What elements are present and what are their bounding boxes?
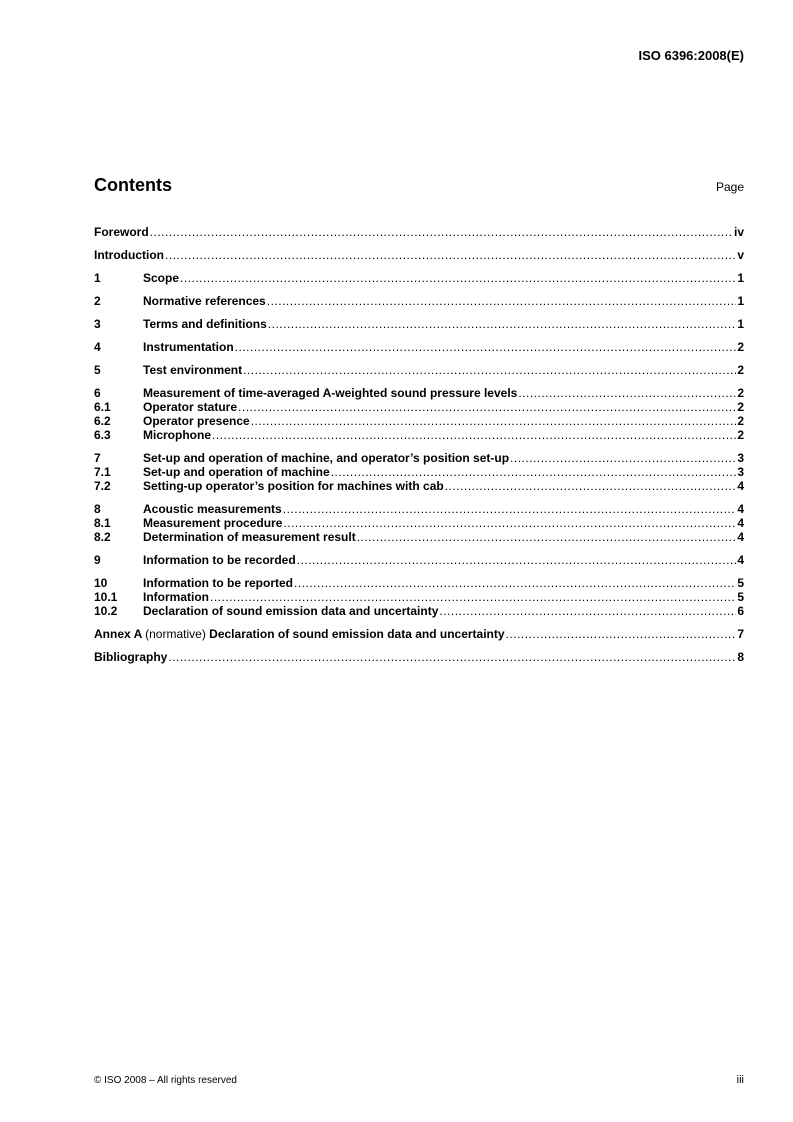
toc-entry-number: 8.1 xyxy=(94,516,111,530)
toc-entry-title-text: Setting-up operator’s position for machines with cab xyxy=(143,479,444,493)
toc-entry[interactable] xyxy=(94,414,744,428)
toc-entry-page: 4 xyxy=(737,516,744,530)
toc-entry-number: 6.2 xyxy=(94,414,111,428)
toc-entry-page: 4 xyxy=(737,553,744,567)
toc-dot-leader xyxy=(439,604,736,618)
toc-entry-page: 1 xyxy=(737,271,744,285)
toc-entry-page: 3 xyxy=(737,465,744,479)
toc-entry-number: 6 xyxy=(94,386,101,400)
toc-dot-leader xyxy=(297,553,737,567)
toc-dot-leader xyxy=(267,294,737,308)
toc-group xyxy=(94,363,744,377)
toc-entry-number: 8 xyxy=(94,502,101,516)
document-id: ISO 6396:2008(E) xyxy=(638,48,744,63)
toc-entry[interactable] xyxy=(94,451,744,465)
toc-entry-title xyxy=(143,386,517,400)
toc-entry-title-text: Set-up and operation of machine, and operator’s position set-up xyxy=(143,451,510,465)
toc-entry-title-text: Introduction xyxy=(94,248,164,262)
toc-group xyxy=(94,451,744,493)
toc-entry-page: 5 xyxy=(737,590,744,604)
toc-entry-title-text: Declaration of sound emission data and uncertainty xyxy=(143,604,439,618)
toc-entry-title xyxy=(143,414,250,428)
toc-dot-leader xyxy=(251,414,737,428)
toc-entry[interactable] xyxy=(94,576,744,590)
toc-entry-title-text: Information to be reported xyxy=(143,576,293,590)
toc-group xyxy=(94,576,744,618)
toc-entry-number: 6.1 xyxy=(94,400,111,414)
toc-entry[interactable] xyxy=(94,465,744,479)
toc-entry-title xyxy=(143,479,444,493)
toc-entry-title xyxy=(143,516,282,530)
toc-group xyxy=(94,294,744,308)
toc-entry-title xyxy=(94,627,505,641)
toc-dot-leader xyxy=(180,271,736,285)
toc-entry[interactable] xyxy=(94,530,744,544)
table-of-contents xyxy=(94,225,744,673)
toc-entry[interactable] xyxy=(94,604,744,618)
toc-entry-title-text: Bibliography xyxy=(94,650,168,664)
toc-entry-page: 2 xyxy=(737,386,744,400)
toc-entry-page: 8 xyxy=(737,650,744,664)
toc-entry-title-text: Set-up and operation of machine xyxy=(143,465,330,479)
toc-entry-title-text: Measurement of time-averaged A-weighted sound pressure levels xyxy=(143,386,518,400)
toc-entry-title xyxy=(94,650,167,664)
footer-copyright: © ISO 2008 – All rights reserved xyxy=(94,1075,237,1086)
toc-entry-number: 7.1 xyxy=(94,465,111,479)
toc-dot-leader xyxy=(331,465,737,479)
toc-group xyxy=(94,271,744,285)
toc-entry-page: 2 xyxy=(737,363,744,377)
toc-entry-title xyxy=(94,248,164,262)
toc-dot-leader xyxy=(283,502,737,516)
toc-entry-page: 2 xyxy=(737,340,744,354)
toc-entry-number: 6.3 xyxy=(94,428,111,442)
toc-dot-leader xyxy=(294,576,736,590)
toc-entry-title-text: Information to be recorded xyxy=(143,553,296,567)
toc-entry[interactable] xyxy=(94,400,744,414)
toc-entry-title-text: Operator presence xyxy=(143,414,250,428)
toc-entry-title xyxy=(143,465,330,479)
toc-entry-title xyxy=(143,451,509,465)
toc-dot-leader xyxy=(212,428,736,442)
toc-entry[interactable] xyxy=(94,317,744,331)
toc-entry-page: 2 xyxy=(737,414,744,428)
toc-dot-leader xyxy=(150,225,733,239)
toc-entry[interactable] xyxy=(94,502,744,516)
toc-entry[interactable] xyxy=(94,590,744,604)
toc-group xyxy=(94,317,744,331)
page-column-label: Page xyxy=(715,180,744,194)
toc-entry-title-text: Annex A xyxy=(94,627,142,641)
toc-entry-number: 8.2 xyxy=(94,530,111,544)
toc-entry-number: 2 xyxy=(94,294,101,308)
toc-dot-leader xyxy=(238,400,736,414)
toc-dot-leader xyxy=(268,317,737,331)
toc-entry-page: 3 xyxy=(737,451,744,465)
toc-entry-page: 2 xyxy=(737,428,744,442)
toc-entry-title xyxy=(143,590,209,604)
toc-entry-title xyxy=(143,502,282,516)
toc-entry-title-text: Test environment xyxy=(143,363,243,377)
toc-entry-page: 4 xyxy=(737,479,744,493)
toc-entry-number: 1 xyxy=(94,271,101,285)
toc-entry-title-text: Determination of measurement result xyxy=(143,530,356,544)
toc-entry-number: 7 xyxy=(94,451,101,465)
toc-dot-leader xyxy=(518,386,736,400)
toc-group xyxy=(94,248,744,262)
toc-group xyxy=(94,650,744,664)
toc-group xyxy=(94,627,744,641)
toc-entry-number: 9 xyxy=(94,553,101,567)
toc-dot-leader xyxy=(445,479,737,493)
toc-entry-title-text: Information xyxy=(143,590,209,604)
toc-entry-page: 1 xyxy=(737,317,744,331)
toc-dot-leader xyxy=(357,530,737,544)
toc-group xyxy=(94,502,744,544)
toc-entry-number: 3 xyxy=(94,317,101,331)
toc-dot-leader xyxy=(210,590,736,604)
toc-entry-number: 10.1 xyxy=(94,590,118,604)
toc-dot-leader xyxy=(168,650,736,664)
toc-entry-page: iv xyxy=(733,225,744,239)
toc-entry-title-text: Foreword xyxy=(94,225,149,239)
toc-entry-page: 4 xyxy=(737,502,744,516)
toc-entry[interactable] xyxy=(94,627,744,641)
toc-entry-title xyxy=(143,530,356,544)
toc-entry[interactable] xyxy=(94,428,744,442)
toc-entry-page: v xyxy=(737,248,744,262)
toc-dot-leader xyxy=(235,340,737,354)
toc-entry-title xyxy=(143,340,234,354)
toc-dot-leader xyxy=(283,516,736,530)
toc-entry-page: 1 xyxy=(737,294,744,308)
toc-entry-title-text: Acoustic measurements xyxy=(143,502,282,516)
toc-entry-title-text: Instrumentation xyxy=(143,340,234,354)
toc-entry-title xyxy=(143,400,237,414)
footer-page-number: iii xyxy=(736,1074,744,1086)
toc-group xyxy=(94,553,744,567)
toc-entry-title-text: Operator stature xyxy=(143,400,238,414)
toc-entry-page: 5 xyxy=(737,576,744,590)
toc-entry-number: 10.2 xyxy=(94,604,118,618)
toc-dot-leader xyxy=(510,451,736,465)
toc-dot-leader xyxy=(165,248,736,262)
toc-entry-number: 7.2 xyxy=(94,479,111,493)
toc-entry[interactable] xyxy=(94,553,744,567)
toc-entry-page: 7 xyxy=(737,627,744,641)
toc-entry-title xyxy=(143,576,293,590)
toc-entry-title xyxy=(143,317,267,331)
toc-entry-title-text: Measurement procedure xyxy=(143,516,283,530)
toc-entry-number: 10 xyxy=(94,576,108,590)
toc-entry-title xyxy=(94,225,149,239)
toc-entry-title-text: Scope xyxy=(143,271,180,285)
toc-entry-title-text: Normative references xyxy=(143,294,266,308)
toc-entry-number: 5 xyxy=(94,363,101,377)
toc-group xyxy=(94,340,744,354)
toc-dot-leader xyxy=(243,363,736,377)
toc-group xyxy=(94,386,744,442)
contents-heading: Contents xyxy=(94,175,172,195)
toc-entry-title xyxy=(143,271,179,285)
toc-entry-page: 2 xyxy=(737,400,744,414)
toc-entry[interactable] xyxy=(94,516,744,530)
toc-entry-number: 4 xyxy=(94,340,101,354)
toc-entry-title xyxy=(143,294,266,308)
toc-entry[interactable] xyxy=(94,650,744,664)
toc-dot-leader xyxy=(506,627,737,641)
toc-entry[interactable] xyxy=(94,225,744,239)
toc-entry-title-text: Terms and definitions xyxy=(143,317,267,331)
toc-annex-title: Declaration of sound emission data and uncertainty xyxy=(209,627,505,641)
toc-entry-page: 4 xyxy=(737,530,744,544)
toc-entry-title xyxy=(143,604,438,618)
toc-group xyxy=(94,225,744,239)
toc-entry[interactable] xyxy=(94,294,744,308)
toc-entry[interactable] xyxy=(94,479,744,493)
toc-entry-title xyxy=(143,363,242,377)
toc-entry[interactable] xyxy=(94,386,744,400)
toc-entry-title-text: Microphone xyxy=(143,428,211,442)
toc-entry-page: 6 xyxy=(737,604,744,618)
toc-entry-title xyxy=(143,428,211,442)
toc-entry[interactable] xyxy=(94,340,744,354)
toc-entry[interactable] xyxy=(94,248,744,262)
toc-entry[interactable] xyxy=(94,363,744,377)
toc-entry-title xyxy=(143,553,296,567)
toc-entry[interactable] xyxy=(94,271,744,285)
toc-annex-note: (normative) xyxy=(145,627,206,641)
